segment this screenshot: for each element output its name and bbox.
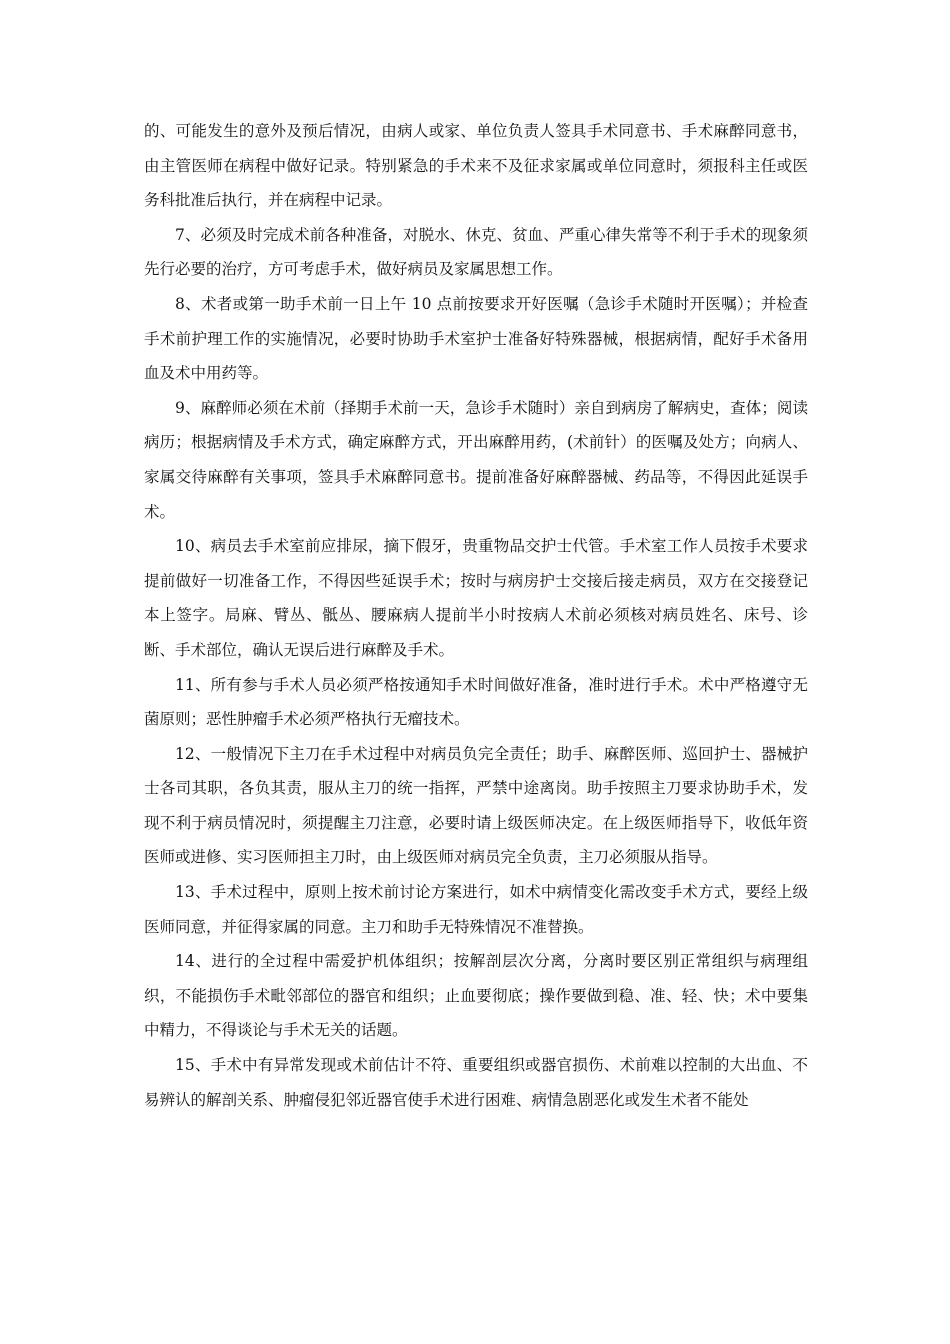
document-body	[144, 114, 808, 1117]
paragraph-item-8: 8、术者或第一助手术前一日上午 10 点前按要求开好医嘱（急诊手术随时开医嘱）；并检查手术前护理工作的实施情况，必要时协助手术室护士准备好特殊器械，根据病情，配好手术备用血及术中用药等。	[144, 294, 808, 383]
paragraph-item-9: 9、麻醉师必须在术前（择期手术前一天，急诊手术随时）亲自到病房了解病史，查体；阅读病历；根据病情及手术方式，确定麻醉方式，开出麻醉用药，(术前针）的医嘱及处方；向病人、家属交待麻醉有关事项，签具手术麻醉同意书。提前准备好麻醉器械、药品等，不得因此延误手术。	[144, 398, 808, 521]
paragraph-item-11: 11、所有参与手术人员必须严格按通知手术时间做好准备，准时进行手术。术中严格遵守无菌原则；恶性肿瘤手术必须严格执行无瘤技术。	[144, 675, 808, 729]
paragraph-item-13: 13、手术过程中，原则上按术前讨论方案进行，如术中病情变化需改变手术方式，要经上级医师同意，并征得家属的同意。主刀和助手无特殊情况不准替换。	[144, 883, 808, 936]
paragraph-item-15: 15、手术中有异常发现或术前估计不符、重要组织或器官损伤、术前难以控制的大出血、不易辨认的解剖关系、肿瘤侵犯邻近器官使手术进行困难、病情急剧恶化或发生术者不能处	[144, 1056, 808, 1109]
paragraph-item-10: 10、病员去手术室前应排尿，摘下假牙，贵重物品交护士代管。手术室工作人员按手术要求提前做好一切准备工作，不得因些延误手术；按时与病房护士交接后接走病员，双方在交接登记本上签字。局麻、臂丛、骶丛、腰麻病人提前半小时按病人术前必须核对病员姓名、床号、诊断、手术部位，确认无误后进行麻醉及手术。	[144, 537, 808, 659]
paragraph-continuation: 的、可能发生的意外及预后情况，由病人或家、单位负责人签具手术同意书、手术麻醉同意书，由主管医师在病程中做好记录。特别紧急的手术来不及征求家属或单位同意时，须报科主任或医务科批准后执行，并在病程中记录。	[144, 122, 808, 210]
paragraph-item-14: 14、进行的全过程中需爱护机体组织；按解剖层次分离，分离时要区别正常组织与病理组织，不能损伤手术毗邻部位的器官和组织；止血要彻底；操作要做到稳、准、轻、快；术中要集中精力，不得谈论与手术无关的话题。	[144, 952, 808, 1040]
paragraph-item-12: 12、一般情况下主刀在手术过程中对病员负完全责任；助手、麻醉医师、巡回护士、器械护士各司其职，各负其责，服从主刀的统一指挥，严禁中途离岗。助手按照主刀要求协助手术，发现不利于病员情况时，须提醒主刀注意，必要时请上级医师决定。在上级医师指导下，收低年资医师或进修、实习医师担主刀时，由上级医师对病员完全负责，主刀必须服从指导。	[144, 744, 808, 867]
paragraph-item-7: 7、必须及时完成术前各种准备，对脱水、休克、贫血、严重心律失常等不利于手术的现象须先行必要的治疗，方可考虑手术，做好病员及家属思想工作。	[144, 225, 808, 279]
